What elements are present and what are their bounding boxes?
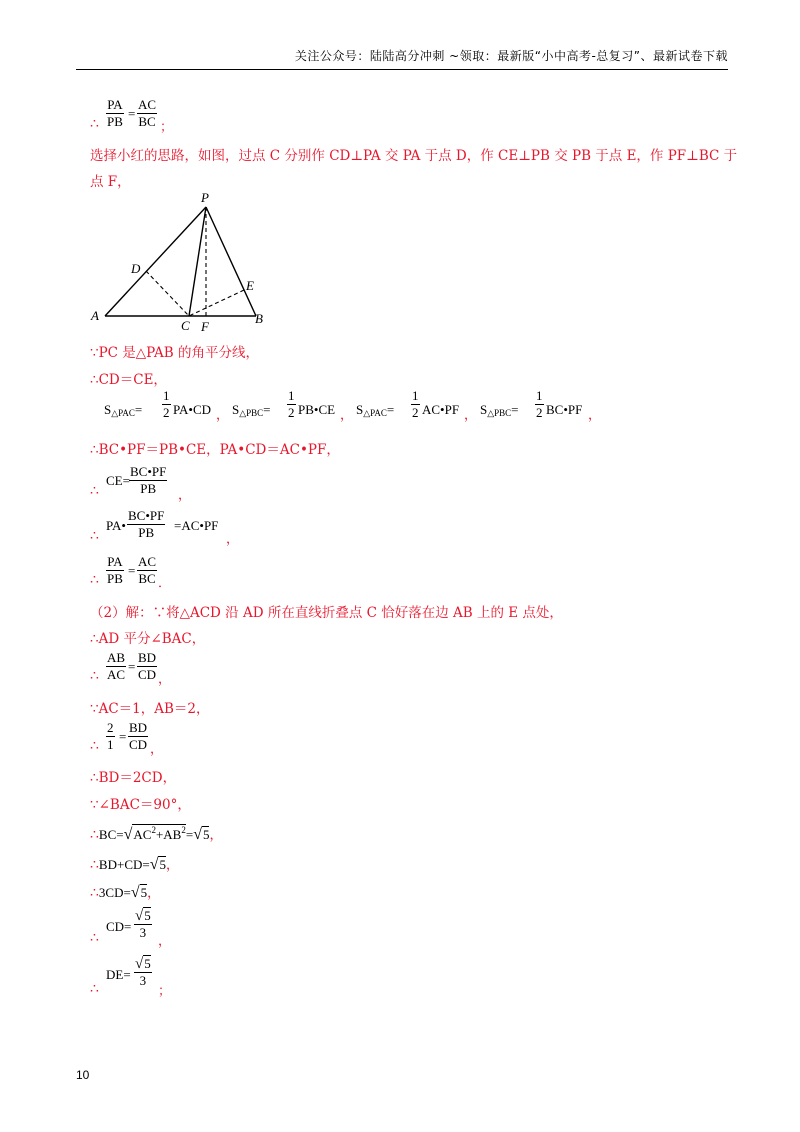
punctuation: ， xyxy=(178,488,192,503)
radical-sign: √ xyxy=(130,884,140,901)
label-f: F xyxy=(201,319,209,334)
area-1-rhs: PA•CD xyxy=(173,402,212,417)
page-header xyxy=(76,45,728,70)
line-products: ∴BC•PF＝PB•CE，PA•CD＝AC•PF， xyxy=(90,442,340,458)
area-1-lhs: $S_{\triangle PAC}=$ xyxy=(104,402,143,418)
area-3-rhs: AC•PF xyxy=(422,402,460,417)
separator: ， xyxy=(588,408,602,423)
fraction-bcpf-pb: $\frac{BC•PF}{PB}$ xyxy=(130,464,167,496)
equation-rhs: =AC•PF xyxy=(174,518,219,533)
area-2-lhs: $S_{\triangle PBC}=$ xyxy=(232,402,271,418)
fraction-sqrt5-3: $\frac{√5}{3}$ xyxy=(135,956,151,988)
equals-sign: = xyxy=(128,563,136,578)
equation-lhs: DE= xyxy=(106,967,131,982)
therefore-symbol: ∴ xyxy=(90,572,99,588)
label-a: A xyxy=(91,308,99,323)
therefore-symbol: ∴ xyxy=(90,857,99,873)
radicand-5: 5 xyxy=(159,857,166,872)
fraction-ac-bc: $\frac{AC}{BC}$ xyxy=(138,554,157,586)
punctuation: ， xyxy=(226,532,240,547)
half-fraction-4: $\frac{1}{2}$ xyxy=(536,388,543,420)
radicand: $AC^2+AB^2$ xyxy=(133,825,186,842)
triangle-figure xyxy=(88,190,288,335)
therefore-symbol: ∴ xyxy=(90,930,99,946)
radical-sign: √ xyxy=(135,908,144,924)
half-fraction-1: $\frac{1}{2}$ xyxy=(163,388,170,420)
punctuation: ， xyxy=(158,934,172,949)
fraction-bcpf-pb: $\frac{BC•PF}{PB}$ xyxy=(128,508,165,540)
equation-3cd: ∴3CD=√5， xyxy=(90,884,161,901)
fraction-sqrt5-3: $\frac{√5}{3}$ xyxy=(135,908,151,940)
radical-sign: √ xyxy=(149,856,159,873)
equation-lhs: BC= xyxy=(98,827,124,842)
page-number: 10 xyxy=(76,1068,90,1082)
equals-sign: = xyxy=(119,729,127,744)
therefore-symbol: ∴ xyxy=(90,981,99,997)
equals-sign: = xyxy=(128,106,136,121)
half-fraction-3: $\frac{1}{2}$ xyxy=(412,388,419,420)
radical-sign: √ xyxy=(123,826,133,843)
half-fraction-2: $\frac{1}{2}$ xyxy=(288,388,295,420)
area-2-rhs: PB•CE xyxy=(298,402,336,417)
separator: ， xyxy=(464,408,478,423)
fraction-bd-cd: $\frac{BD}{CD}$ xyxy=(129,720,148,752)
equation-bd-plus-cd: ∴BD+CD=√5， xyxy=(90,856,179,873)
therefore-symbol: ∴ xyxy=(90,827,99,843)
therefore-symbol: ∴ xyxy=(90,528,99,544)
radicand-5: 5 xyxy=(202,827,210,842)
therefore-symbol: ∴ xyxy=(90,885,99,901)
label-d: D xyxy=(131,261,141,276)
punctuation: ； xyxy=(160,120,174,135)
area-4-lhs: $S_{\triangle PBC}=$ xyxy=(480,402,519,418)
line-cd-equals-ce: ∴CD＝CE， xyxy=(90,372,167,388)
fraction-bd-cd: $\frac{BD}{CD}$ xyxy=(138,650,157,682)
paragraph-line-1: 选择小红的思路，如图，过点 C 分别作 CD⊥PA 交 PA 于点 D，作 CE⊥PB 交 PB 于点 E，作 PF⊥BC 于 xyxy=(90,148,738,164)
punctuation: ， xyxy=(158,672,172,687)
therefore-symbol: ∴ xyxy=(90,738,99,754)
equation-lhs: CE= xyxy=(106,473,130,488)
equation-lhs: BD+CD= xyxy=(98,857,150,872)
fraction-pa-pb: $\frac{PA}{PB}$ xyxy=(107,97,123,129)
punctuation: ． xyxy=(158,576,172,591)
line-ac-ab-values: ∵AC＝1，AB＝2， xyxy=(90,701,210,717)
fraction-2-1: $\frac{2}{1}$ xyxy=(107,720,114,752)
fraction-ab-ac: $\frac{AB}{AC}$ xyxy=(107,650,126,682)
therefore-symbol: ∴ xyxy=(90,483,99,499)
line-bd-2cd: ∴BD＝2CD， xyxy=(90,770,177,786)
equation-lhs: PA• xyxy=(106,518,126,533)
equation-bc: $\therefore BC=√AC^2+AB^2=√5$， xyxy=(90,825,223,843)
label-b: B xyxy=(255,311,263,326)
part2-line: （2）解：∵将△ACD 沿 AD 所在直线折叠点 C 恰好落在边 AB 上的 E 点处， xyxy=(90,605,563,621)
label-p: P xyxy=(201,190,209,205)
therefore-symbol: ∴ xyxy=(90,116,99,132)
line-ad-bisects: ∴AD 平分∠BAC， xyxy=(90,631,206,647)
fraction-ac-bc: $\frac{AC}{BC}$ xyxy=(138,97,157,129)
area-3-lhs: $S_{\triangle PAC}=$ xyxy=(356,402,395,418)
equation-lhs: CD= xyxy=(106,919,132,934)
segment-ce-dashed xyxy=(189,290,244,316)
line-angle-bac: ∵∠BAC＝90°， xyxy=(90,797,191,813)
equation-lhs: 3CD= xyxy=(98,885,131,900)
header-text: 关注公众号：陆陆高分冲刺 ~领取：最新版“小中高考-总复习”、最新试卷下载 xyxy=(294,49,728,63)
segment-cd-dashed xyxy=(146,271,189,316)
line-because-pc-bisector: ∵PC 是△PAB 的角平分线， xyxy=(90,345,259,361)
therefore-symbol: ∴ xyxy=(90,668,99,684)
radical-sign: √ xyxy=(135,956,144,972)
label-c: C xyxy=(181,318,190,333)
area-4-rhs: BC•PF xyxy=(546,402,583,417)
fraction-pa-pb: $\frac{PA}{PB}$ xyxy=(107,554,123,586)
separator: ， xyxy=(216,408,230,423)
radicand-5: 5 xyxy=(140,885,148,900)
punctuation: ； xyxy=(158,984,172,999)
equals-sign: = xyxy=(128,659,136,674)
radical-sign: √ xyxy=(193,826,202,843)
paragraph-line-2: 点 F， xyxy=(90,174,131,190)
segment-pb xyxy=(206,207,256,316)
punctuation: ， xyxy=(150,742,164,757)
label-e: E xyxy=(246,278,254,293)
separator: ， xyxy=(340,408,354,423)
